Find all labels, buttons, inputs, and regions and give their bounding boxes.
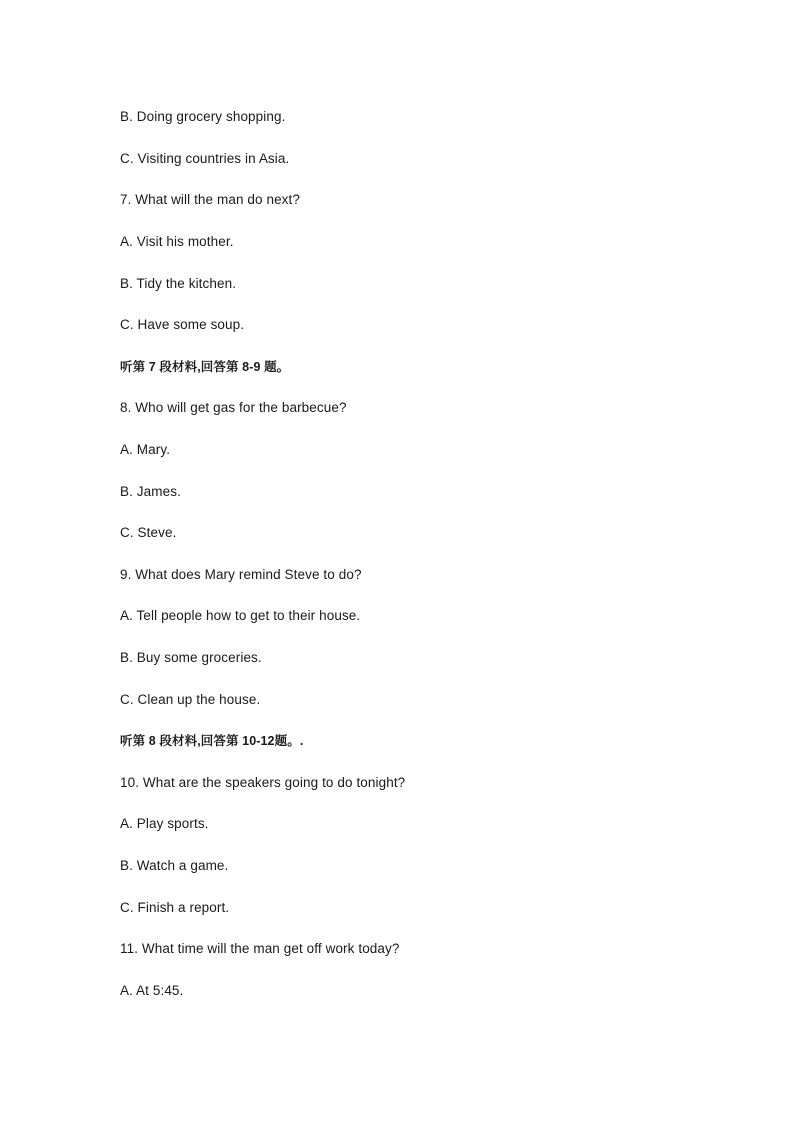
option-8b: B. James. — [120, 484, 181, 499]
option-8c: C. Steve. — [120, 525, 177, 540]
option-7c: C. Have some soup. — [120, 317, 245, 332]
option-8a: A. Mary. — [120, 442, 171, 457]
option-6c: C. Visiting countries in Asia. — [120, 151, 290, 166]
option-6b: B. Doing grocery shopping. — [120, 109, 286, 124]
option-11a: A. At 5:45. — [120, 983, 184, 998]
option-10c: C. Finish a report. — [120, 900, 230, 915]
question-7: 7. What will the man do next? — [120, 192, 300, 207]
question-8: 8. Who will get gas for the barbecue? — [120, 400, 347, 415]
section-heading-8: 听第 8 段材料,回答第 10-12题。. — [120, 734, 304, 748]
option-9b: B. Buy some groceries. — [120, 650, 262, 665]
option-10b: B. Watch a game. — [120, 858, 229, 873]
option-10a: A. Play sports. — [120, 816, 209, 831]
option-9c: C. Clean up the house. — [120, 692, 261, 707]
option-7a: A. Visit his mother. — [120, 234, 234, 249]
question-11: 11. What time will the man get off work today? — [120, 941, 400, 956]
option-9a: A. Tell people how to get to their house. — [120, 608, 361, 623]
section-heading-7: 听第 7 段材料,回答第 8-9 题。 — [120, 360, 290, 374]
question-10: 10. What are the speakers going to do tonight? — [120, 775, 406, 790]
option-7b: B. Tidy the kitchen. — [120, 276, 237, 291]
question-9: 9. What does Mary remind Steve to do? — [120, 567, 362, 582]
